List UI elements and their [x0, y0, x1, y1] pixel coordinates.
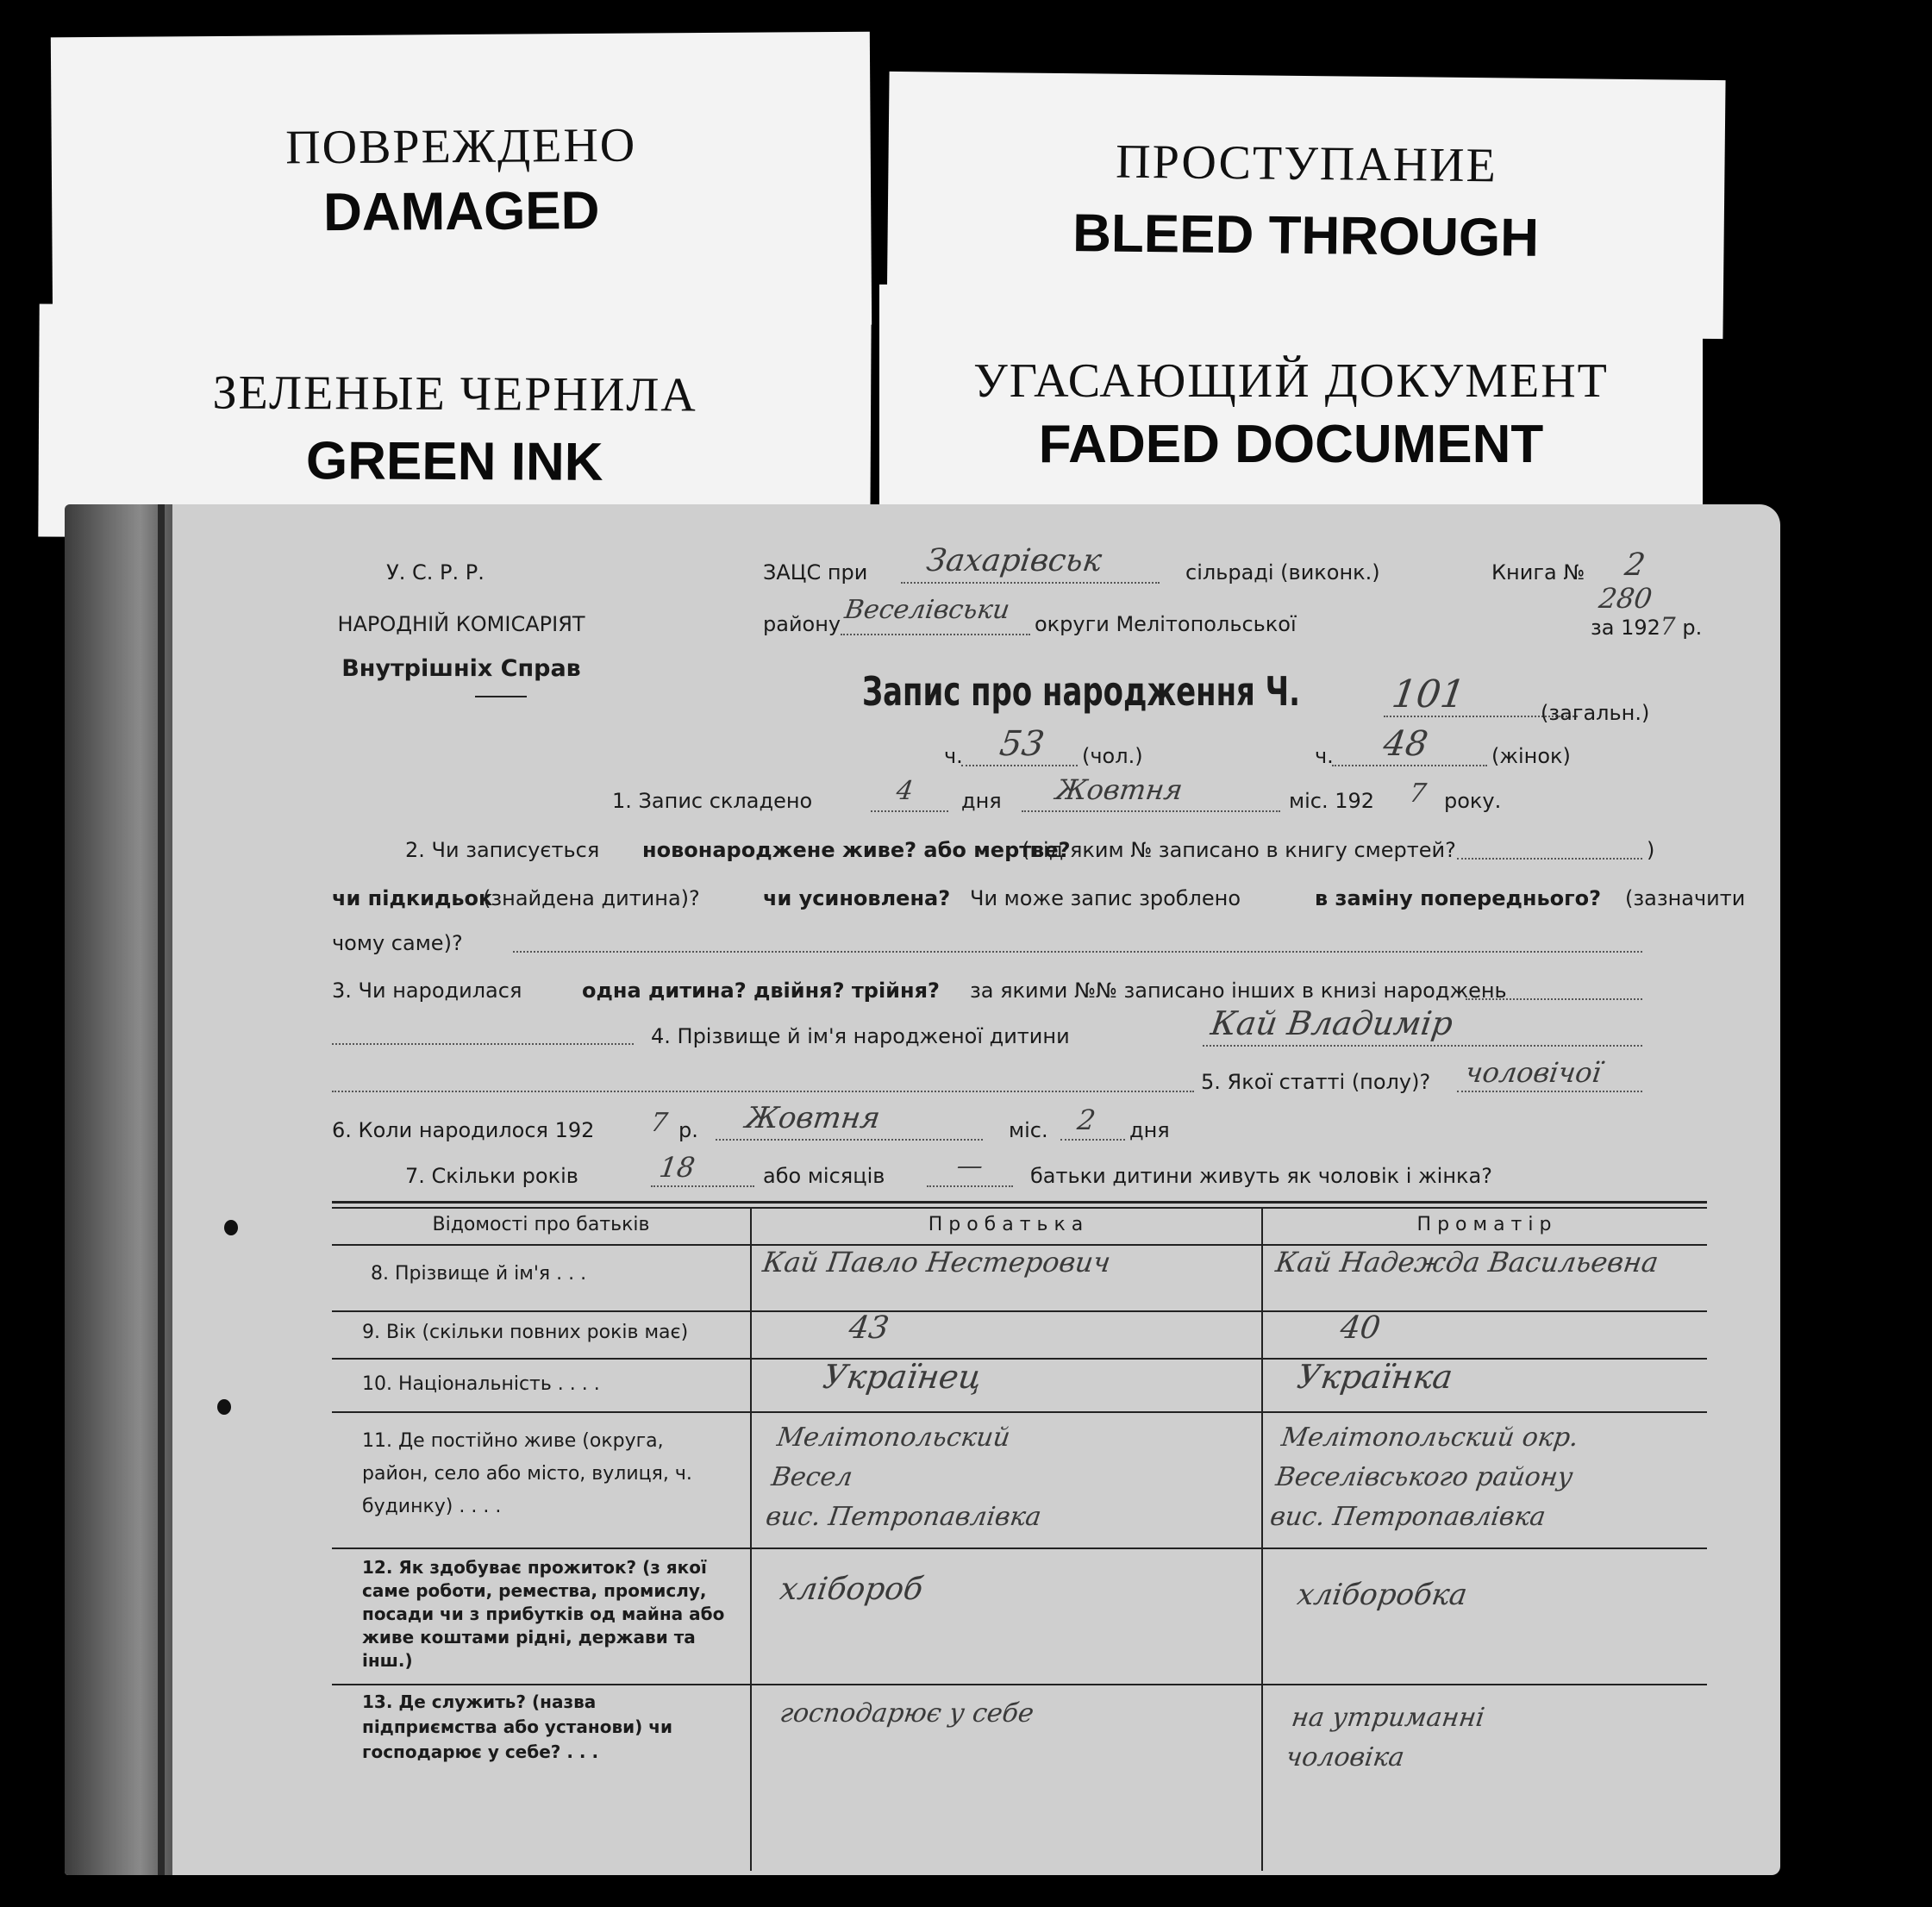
male-line — [961, 765, 1078, 766]
female-line — [1332, 765, 1487, 766]
q2-line2-a: чи підкидьок — [332, 886, 493, 910]
q1-label: 1. Запис складено — [612, 789, 813, 813]
row-8-father: Кай Павло Нестерович — [760, 1246, 1113, 1279]
row-13-father: господарює у себе — [778, 1698, 1036, 1729]
q2-line2-d: Чи може запис зроблено — [970, 886, 1241, 910]
q6-day-label: дня — [1129, 1118, 1170, 1142]
row-10-mother: Українка — [1294, 1358, 1455, 1396]
raion-line — [841, 634, 1030, 635]
table-col-line-1 — [750, 1207, 752, 1871]
card-damaged — [51, 32, 872, 331]
punch-hole — [224, 1220, 238, 1235]
row-12-father: хлібороб — [778, 1572, 925, 1607]
row-rule — [332, 1684, 1707, 1685]
ministry-underline — [475, 696, 527, 697]
q2-line2-e: в заміну попереднього? — [1315, 886, 1602, 910]
q1-day-handwritten: 4 — [894, 776, 916, 806]
row-12-mother: хліборобка — [1295, 1578, 1470, 1612]
row-rule — [332, 1411, 1707, 1413]
q4-label: 4. Прізвище й ім'я народженої дитини — [651, 1024, 1070, 1048]
q1-year-label: міс. 192 — [1289, 789, 1375, 813]
year-label: за 1927 р. — [1591, 612, 1703, 641]
record-title: Запис про народження Ч. — [862, 668, 1300, 715]
row-9-mother: 40 — [1338, 1310, 1383, 1346]
ministry-label: Внутрішніх Справ — [341, 655, 581, 682]
row-9-label: 9. Вік (скільки повних років має) — [362, 1322, 689, 1343]
q7-years-handwritten: 18 — [657, 1151, 697, 1184]
card-green-ru: ЗЕЛЕНЫЕ ЧЕРНИЛА — [212, 366, 697, 422]
q4-line — [1203, 1045, 1642, 1047]
q2-line2-c: чи усиновлена? — [763, 886, 951, 910]
raion-prefix: району — [763, 612, 841, 636]
q7-label-a: 7. Скільки років — [405, 1164, 578, 1188]
card-faded-ru: УГАСАЮЩИЙ ДОКУМЕНТ — [973, 354, 1609, 408]
table-header-father: П р о б а т ь к а — [928, 1214, 1084, 1235]
q3-fill-2 — [332, 1043, 634, 1045]
q2-line1-end: ) — [1647, 838, 1655, 862]
q3-label-a: 3. Чи народилася — [332, 979, 522, 1003]
card-faded-document — [879, 284, 1703, 535]
q6-year-handwritten: 7 — [648, 1108, 670, 1138]
card-bleed-ru: ПРОСТУПАНИЕ — [1115, 134, 1498, 193]
row-rule — [332, 1547, 1707, 1549]
card-damaged-en: DAMAGED — [322, 180, 600, 243]
q4-handwritten: Кай Владимір — [1208, 1004, 1456, 1042]
table-header-label: Відомості про батьків — [432, 1214, 650, 1235]
q6-day-handwritten: 2 — [1075, 1104, 1098, 1136]
book-number-handwritten: 2 — [1623, 547, 1648, 583]
table-col-line-2 — [1261, 1207, 1263, 1871]
female-count-handwritten: 48 — [1380, 724, 1431, 764]
row-11-father: Мелітопольский Весел вис. Петропавлівка — [764, 1422, 1043, 1532]
q1-day-label: дня — [961, 789, 1002, 813]
q7-months-handwritten: — — [954, 1151, 985, 1181]
raion-handwritten: Веселівськи — [842, 595, 1012, 625]
q5-fill — [332, 1091, 1194, 1092]
q5-label: 5. Якої статті (полу)? — [1201, 1070, 1431, 1094]
q2-line1-a: 2. Чи записується — [405, 838, 600, 862]
male-suffix: (чол.) — [1082, 744, 1143, 768]
year-handwritten: 7 — [1660, 612, 1676, 641]
q6-label: 6. Коли народилося 192 — [332, 1118, 595, 1142]
commissariat-label: НАРОДНІЙ КОМІСАРІЯТ — [337, 612, 585, 636]
q6-day-line — [1060, 1139, 1125, 1141]
table-top-rule-2 — [332, 1207, 1707, 1209]
row-8-mother: Кай Надежда Васильевна — [1273, 1246, 1661, 1279]
q6-year-suffix: р. — [678, 1118, 698, 1142]
row-rule — [332, 1310, 1707, 1312]
q7-label-b: або місяців — [763, 1164, 885, 1188]
q2-line2-f: (зазначити — [1625, 886, 1746, 910]
q7-years-line — [651, 1185, 754, 1187]
female-prefix: ч. — [1315, 744, 1334, 768]
q1-year-handwritten: 7 — [1407, 778, 1429, 809]
card-faded-en: FADED DOCUMENT — [1038, 415, 1544, 474]
q6-month-line — [716, 1139, 983, 1141]
q1-month-handwritten: Жовтня — [1054, 773, 1185, 806]
q2-line1-fill — [1457, 858, 1642, 860]
table-top-rule — [332, 1201, 1707, 1204]
okrug-label: округи Мелітопольської — [1035, 612, 1297, 636]
female-suffix: (жінок) — [1491, 744, 1571, 768]
q2-line1-b: новонароджене живе? або мертве? — [642, 838, 1071, 862]
row-13-mother: на утриманні чоловіка — [1284, 1703, 1487, 1773]
q3-label-b: одна дитина? двійня? трійня? — [582, 979, 940, 1003]
q7-months-line — [927, 1185, 1013, 1187]
card-bleed-en: BLEED THROUGH — [1072, 203, 1540, 268]
q1-month-line — [1022, 810, 1280, 812]
row-10-father: Українец — [820, 1358, 985, 1396]
row-11-mother: Мелітопольский окр. Веселівського району вис. Петропавлівка — [1268, 1422, 1581, 1532]
silradi-label: сільраді (виконк.) — [1185, 560, 1380, 585]
birth-record-form — [65, 504, 1780, 1875]
row-13-label: 13. Де служить? (назва підприємства або установи) чи господарює у себе? . . . — [362, 1691, 672, 1762]
card-green-en: GREEN INK — [305, 431, 603, 492]
male-prefix: ч. — [944, 744, 963, 768]
q1-day-line — [871, 810, 948, 812]
q5-line — [1457, 1091, 1642, 1092]
q7-label-c: батьки дитини живуть як чоловік і жінка? — [1030, 1164, 1492, 1188]
row-12-label: 12. Як здобуває прожиток? (з якої саме роботи, ремества, промислу, посади чи з прибутків од майна або живе коштами рідні, держави та інш.) — [362, 1557, 725, 1671]
row-9-father: 43 — [847, 1310, 891, 1346]
table-header-mother: П р о м а т і р — [1416, 1214, 1552, 1235]
q2-line3: чому саме)? — [332, 931, 463, 955]
q6-month-handwritten: Жовтня — [743, 1101, 883, 1135]
row-8-label: 8. Прізвище й ім'я . . . — [371, 1263, 587, 1285]
q2-line2-b: (знайдена дитина)? — [483, 886, 700, 910]
male-count-handwritten: 53 — [997, 724, 1047, 764]
zags-handwritten: Захарівськ — [924, 543, 1104, 578]
q3-label-c: за якими №№ записано інших в книзі народжень — [970, 979, 1507, 1003]
q5-handwritten: чоловічої — [1463, 1056, 1604, 1089]
card-damaged-ru: ПОВРЕЖДЕНО — [284, 118, 637, 175]
general-label: (загальн.) — [1541, 701, 1650, 725]
q3-fill-1 — [1466, 998, 1642, 1000]
sheet-number-handwritten: 280 — [1597, 582, 1654, 615]
row-rule — [332, 1358, 1707, 1360]
book-spine — [65, 504, 172, 1875]
record-number-handwritten: 101 — [1389, 672, 1468, 716]
q2-line3-fill — [513, 951, 1642, 953]
zags-line — [901, 582, 1160, 584]
punch-hole — [217, 1399, 231, 1415]
q2-line1-c: (під яким № записано в книгу смертей? — [1022, 838, 1456, 862]
book-label: Книга № — [1491, 560, 1585, 585]
ussr-label: У. С. Р. Р. — [386, 560, 485, 585]
q1-end-label: року. — [1444, 789, 1502, 813]
q6-month-label: міс. — [1009, 1118, 1048, 1142]
row-10-label: 10. Національність . . . . — [362, 1373, 600, 1395]
row-11-label: 11. Де постійно живе (округа, район, село або місто, вулиця, ч. будинку) . . . . — [362, 1430, 692, 1517]
zags-prefix: ЗАЦС при — [763, 560, 868, 585]
